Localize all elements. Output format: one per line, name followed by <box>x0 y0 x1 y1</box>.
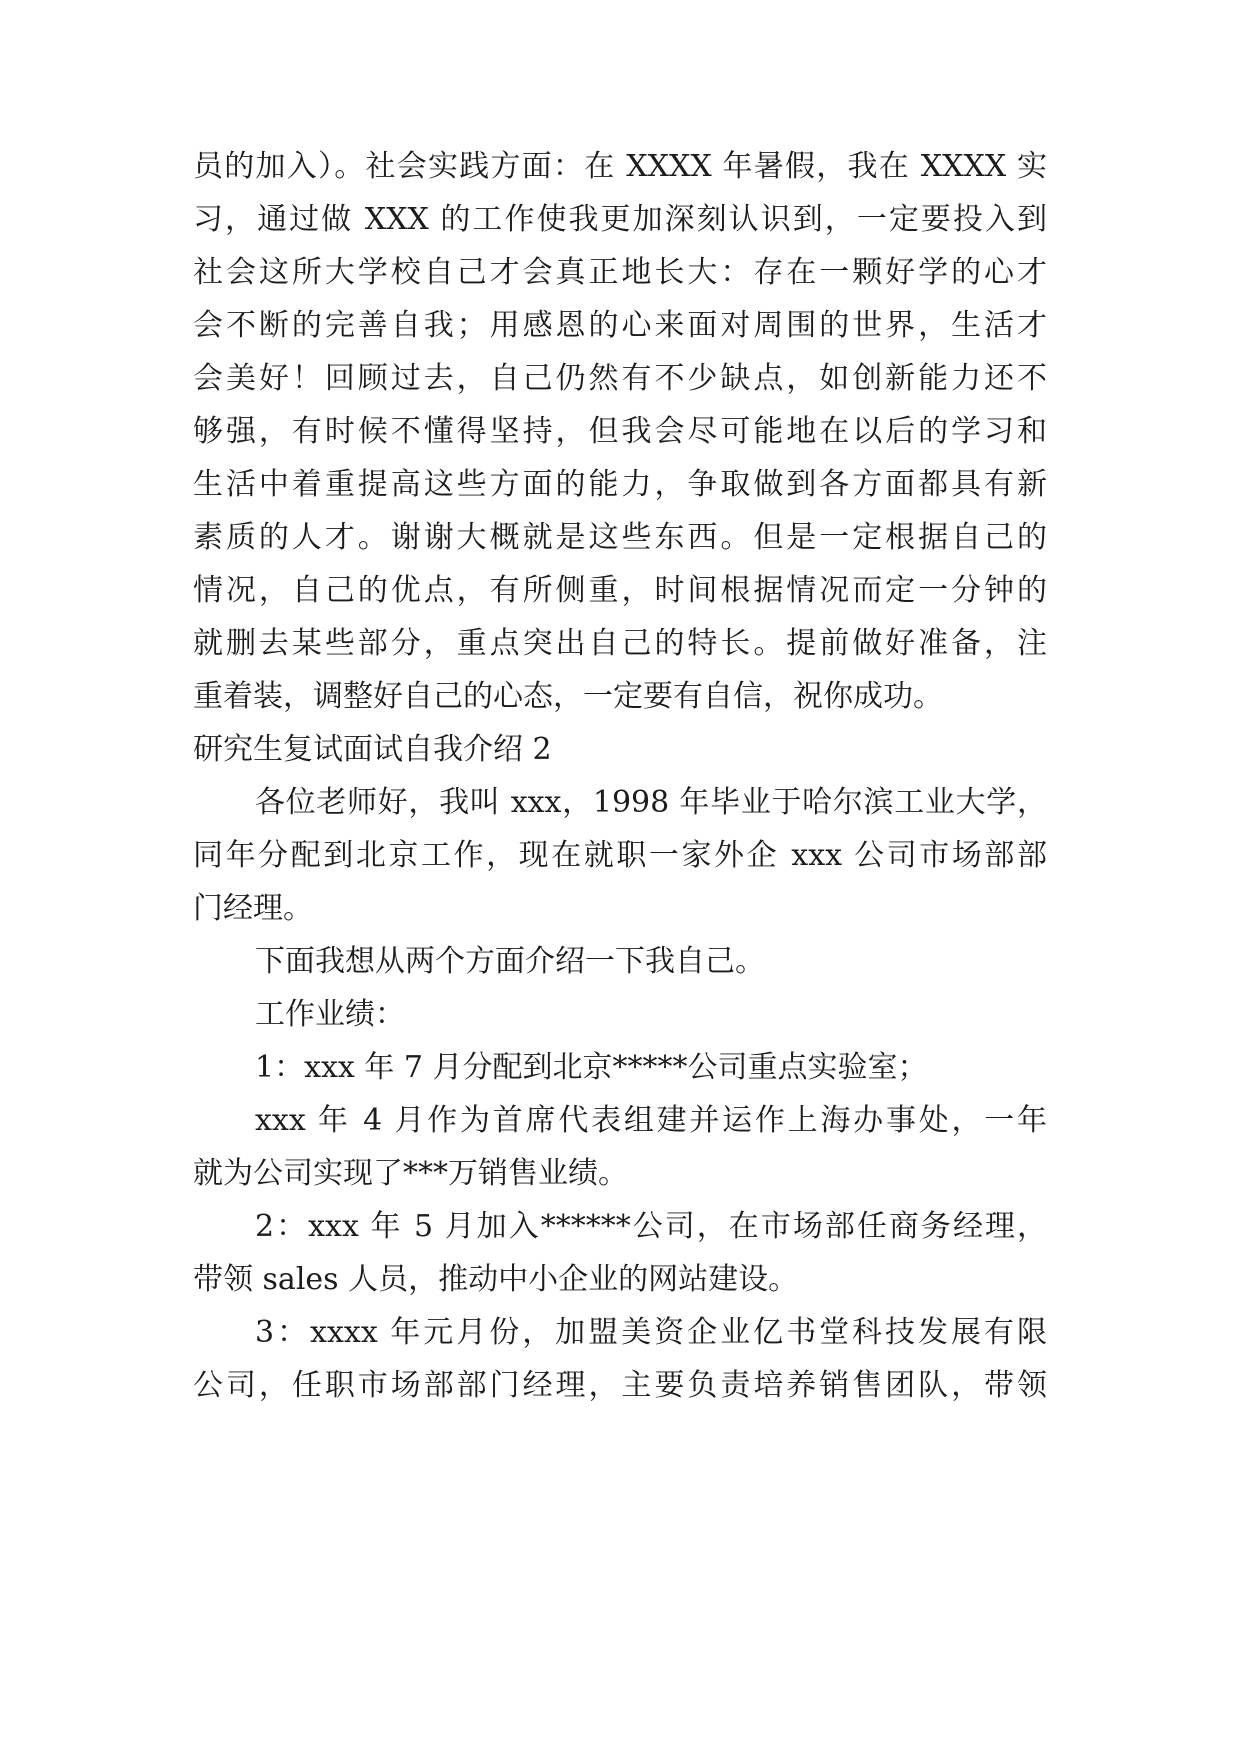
body-line: 就为公司实现了***万销售业绩。 <box>193 1156 628 1191</box>
body-line: 带领 sales 人员，推动中小企业的网站建设。 <box>193 1262 799 1297</box>
body-line: 素质的人才。谢谢大概就是这些东西。但是一定根据自己的 <box>193 520 1047 555</box>
body-line: 同年分配到北京工作，现在就职一家外企 xxx 公司市场部部 <box>193 838 1047 873</box>
body-line: 重着装，调整好自己的心态，一定要有自信，祝你成功。 <box>193 679 943 714</box>
body-line: 1：xxx 年 7 月分配到北京*****公司重点实验室； <box>255 1050 928 1085</box>
body-line: 会不断的完善自我；用感恩的心来面对周围的世界，生活才 <box>193 308 1047 343</box>
body-line: 工作业绩： <box>255 997 405 1032</box>
body-line: 就删去某些部分，重点突出自己的特长。提前做好准备，注 <box>193 626 1047 661</box>
body-line: 习，通过做 XXX 的工作使我更加深刻认识到，一定要投入到 <box>193 202 1047 237</box>
body-line: 情况，自己的优点，有所侧重，时间根据情况而定一分钟的 <box>193 573 1047 608</box>
body-line: xxx 年 4 月作为首席代表组建并运作上海办事处，一年 <box>255 1103 1047 1138</box>
body-line: 门经理。 <box>193 891 313 926</box>
body-line: 会美好！回顾过去，自己仍然有不少缺点，如创新能力还不 <box>193 361 1047 396</box>
body-line: 3：xxxx 年元月份，加盟美资企业亿书堂科技发展有限 <box>255 1315 1047 1350</box>
body-line: 社会这所大学校自己才会真正地长大：存在一颗好学的心才 <box>193 255 1047 290</box>
body-line: 各位老师好，我叫 xxx，1998 年毕业于哈尔滨工业大学， <box>255 785 1047 820</box>
body-line: 够强，有时候不懂得坚持，但我会尽可能地在以后的学习和 <box>193 414 1047 449</box>
body-line: 公司，任职市场部部门经理，主要负责培养销售团队，带领 <box>193 1368 1047 1403</box>
body-line: 2：xxx 年 5 月加入******公司，在市场部任商务经理， <box>255 1209 1047 1244</box>
body-line: 生活中着重提高这些方面的能力，争取做到各方面都具有新 <box>193 467 1047 502</box>
section-heading: 研究生复试面试自我介绍 2 <box>193 732 552 767</box>
body-line: 员的加入）。社会实践方面：在 XXXX 年暑假，我在 XXXX 实 <box>193 149 1047 184</box>
body-line: 下面我想从两个方面介绍一下我自己。 <box>255 944 765 979</box>
